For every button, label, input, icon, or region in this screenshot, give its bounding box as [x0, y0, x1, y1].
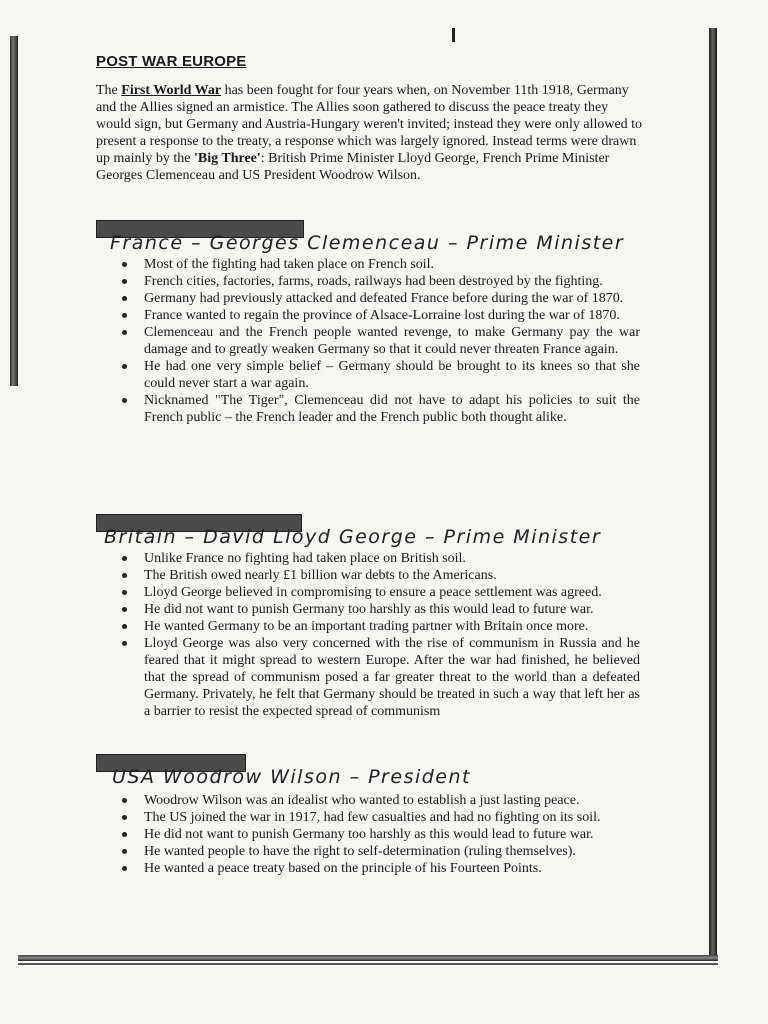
intro-text-1: The: [96, 83, 122, 98]
list-item: Most of the fighting had taken place on French soil.: [120, 256, 640, 273]
list-item: Clemenceau and the French people wanted revenge, to make Germany pay the war damage and to greatly weaken Germany so that it could never threaten France again.: [120, 324, 640, 358]
page-border-bottom: [18, 955, 718, 961]
handwritten-heading-usa: USA Woodrow Wilson – President: [112, 766, 471, 788]
intro-text-2: has been fought for four years when, on November 11th 1918, Germany and the Allies signed an armistice. The Allies soon gathered to discuss the peace treaty they would sign, but Germany and Austria-Hungary weren't invited; instead they were only allowed to present a response to the treaty, a response which was largely ignored. Instead terms were drawn up mainly by the: [96, 83, 643, 166]
intro-paragraph: [96, 82, 644, 184]
list-item: He wanted a peace treaty based on the principle of his Fourteen Points.: [120, 860, 640, 877]
list-item: Nicknamed "The Tiger", Clemenceau did not have to adapt his policies to suit the French public – the French leader and the French public both thought alike.: [120, 392, 640, 426]
bullet-list-france: [120, 256, 640, 426]
page-border-bottom-line: [18, 963, 718, 965]
intro-text-3: : British Prime Minister Lloyd George, French Prime Minister Georges Clemenceau and US President Woodrow Wilson.: [96, 151, 610, 183]
list-item: He did not want to punish Germany too harshly as this would lead to future war.: [120, 826, 640, 843]
list-item: He did not want to punish Germany too harshly as this would lead to future war.: [120, 601, 640, 618]
first-world-war-term: First World War: [121, 83, 222, 98]
list-item: The US joined the war in 1917, had few casualties and had no fighting on its soil.: [120, 809, 640, 826]
handwritten-heading-britain: Britain – David Lloyd George – Prime Minister: [104, 526, 602, 548]
scan-mark: [452, 28, 455, 42]
list-item: Unlike France no fighting had taken place on British soil.: [120, 550, 640, 567]
list-item: French cities, factories, farms, roads, railways had been destroyed by the fighting.: [120, 273, 640, 290]
list-item: The British owed nearly £1 billion war debts to the Americans.: [120, 567, 640, 584]
bullet-list-britain: [120, 550, 640, 720]
list-item: He wanted people to have the right to self-determination (ruling themselves).: [120, 843, 640, 860]
list-item: Germany had previously attacked and defeated France before during the war of 1870.: [120, 290, 640, 307]
bullet-list-usa: [120, 792, 640, 877]
page-border-left: [10, 36, 18, 386]
list-item: He wanted Germany to be an important trading partner with Britain once more.: [120, 618, 640, 635]
list-item: He had one very simple belief – Germany should be brought to its knees so that she could never start a war again.: [120, 358, 640, 392]
page-border-right: [709, 28, 717, 958]
list-item: France wanted to regain the province of Alsace-Lorraine lost during the war of 1870.: [120, 307, 640, 324]
page-title: POST WAR EUROPE: [96, 53, 247, 70]
big-three-term: 'Big Three': [194, 151, 261, 166]
handwritten-heading-france: France – Georges Clemenceau – Prime Minister: [110, 232, 625, 254]
list-item: Lloyd George was also very concerned with the rise of communism in Russia and he feared that it might spread to western Europe. After the war had finished, he believed that the spread of communism posed a far greater threat to the world than a defeated Germany. Privately, he felt that Germany should be treated in such a way that left her as a barrier to resist the expected spread of communism: [120, 635, 640, 720]
list-item: Lloyd George believed in compromising to ensure a peace settlement was agreed.: [120, 584, 640, 601]
list-item: Woodrow Wilson was an idealist who wanted to establish a just lasting peace.: [120, 792, 640, 809]
